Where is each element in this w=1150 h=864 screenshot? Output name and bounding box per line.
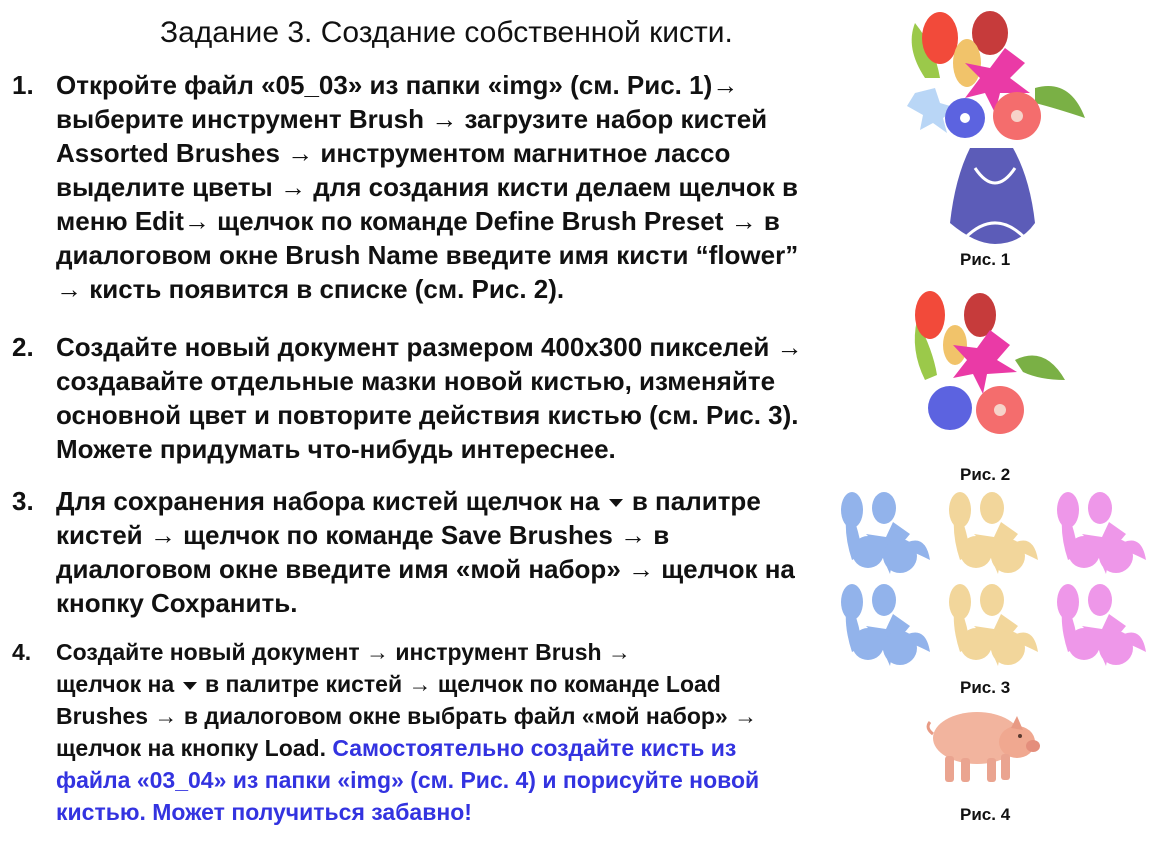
step-line: кнопку Сохранить. <box>56 588 298 618</box>
figure-caption: Рис. 1 <box>960 250 1011 269</box>
step-number: 3. <box>12 486 34 516</box>
step-line: → кисть появится в списке (см. Рис. 2). <box>56 274 565 304</box>
step-line: создавайте отдельные мазки новой кистью, изменяйте <box>56 366 776 396</box>
step-line: кистей → щелчок по команде Save Brushes → в <box>56 520 670 550</box>
step-line: Brushes → в диалоговом окне выбрать файл «мой набор» → <box>56 703 758 729</box>
step-number: 2. <box>12 332 34 362</box>
dropdown-triangle-icon <box>609 499 623 507</box>
dropdown-triangle-icon <box>183 682 197 690</box>
step-text <box>56 68 896 306</box>
step-number: 4. <box>12 639 32 665</box>
brush-stroke <box>841 584 930 666</box>
step-number: 1. <box>12 70 34 100</box>
step-line: щелчок на в палитре кистей → щелчок по команде Load <box>56 671 721 697</box>
step-text <box>56 484 896 620</box>
figure-caption: Рис. 2 <box>960 465 1011 484</box>
flowers-brush-image <box>905 290 1065 450</box>
step-line: Можете придумать что-нибудь интереснее. <box>56 434 616 464</box>
step-line: выделите цветы → для создания кисти делаем щелчок в <box>56 172 798 202</box>
step-line-highlight: кистью. Может получиться забавно! <box>56 799 472 825</box>
step-line-highlight: файла «03_04» из папки «img» (см. Рис. 4) и порисуйте новой <box>56 767 760 793</box>
flowers-vase-image <box>895 8 1095 248</box>
step-line: Откройте файл «05_03» из папки «img» (см. Рис. 1)→ <box>56 70 739 100</box>
step-line: диалоговом окне введите имя «мой набор» → щелчок на <box>56 554 795 584</box>
brush-stroke <box>949 584 1038 666</box>
step-text <box>56 330 896 466</box>
step-line: выберите инструмент Brush → загрузите набор кистей <box>56 104 768 134</box>
step-line: Для сохранения набора кистей щелчок на в палитре <box>56 486 761 516</box>
step-line: диалоговом окне Brush Name введите имя кисти “flower” <box>56 240 799 270</box>
brush-stroke <box>1057 584 1146 666</box>
step-line: Assorted Brushes → инструментом магнитное лассо <box>56 138 731 168</box>
brush-stroke <box>949 492 1038 574</box>
figure-caption: Рис. 3 <box>960 678 1011 697</box>
brush-stroke <box>841 492 930 574</box>
brush-stroke <box>1057 492 1146 574</box>
step-line: щелчок на кнопку Load. Самостоятельно создайте кисть из <box>56 735 737 761</box>
page-title: Задание 3. Создание собственной кисти. <box>160 16 733 49</box>
step-line: основной цвет и повторите действия кистью (см. Рис. 3). <box>56 400 799 430</box>
figure-caption: Рис. 4 <box>960 805 1011 824</box>
step-text <box>56 636 896 828</box>
brush-strokes-image <box>838 490 1150 670</box>
step-line: меню Edit→ щелчок по команде Define Brush Preset → в <box>56 206 780 236</box>
pig-image <box>925 698 1045 790</box>
step-line: Создайте новый документ → инструмент Brush → <box>56 639 631 665</box>
step-line: Создайте новый документ размером 400x300 пикселей → <box>56 332 803 362</box>
